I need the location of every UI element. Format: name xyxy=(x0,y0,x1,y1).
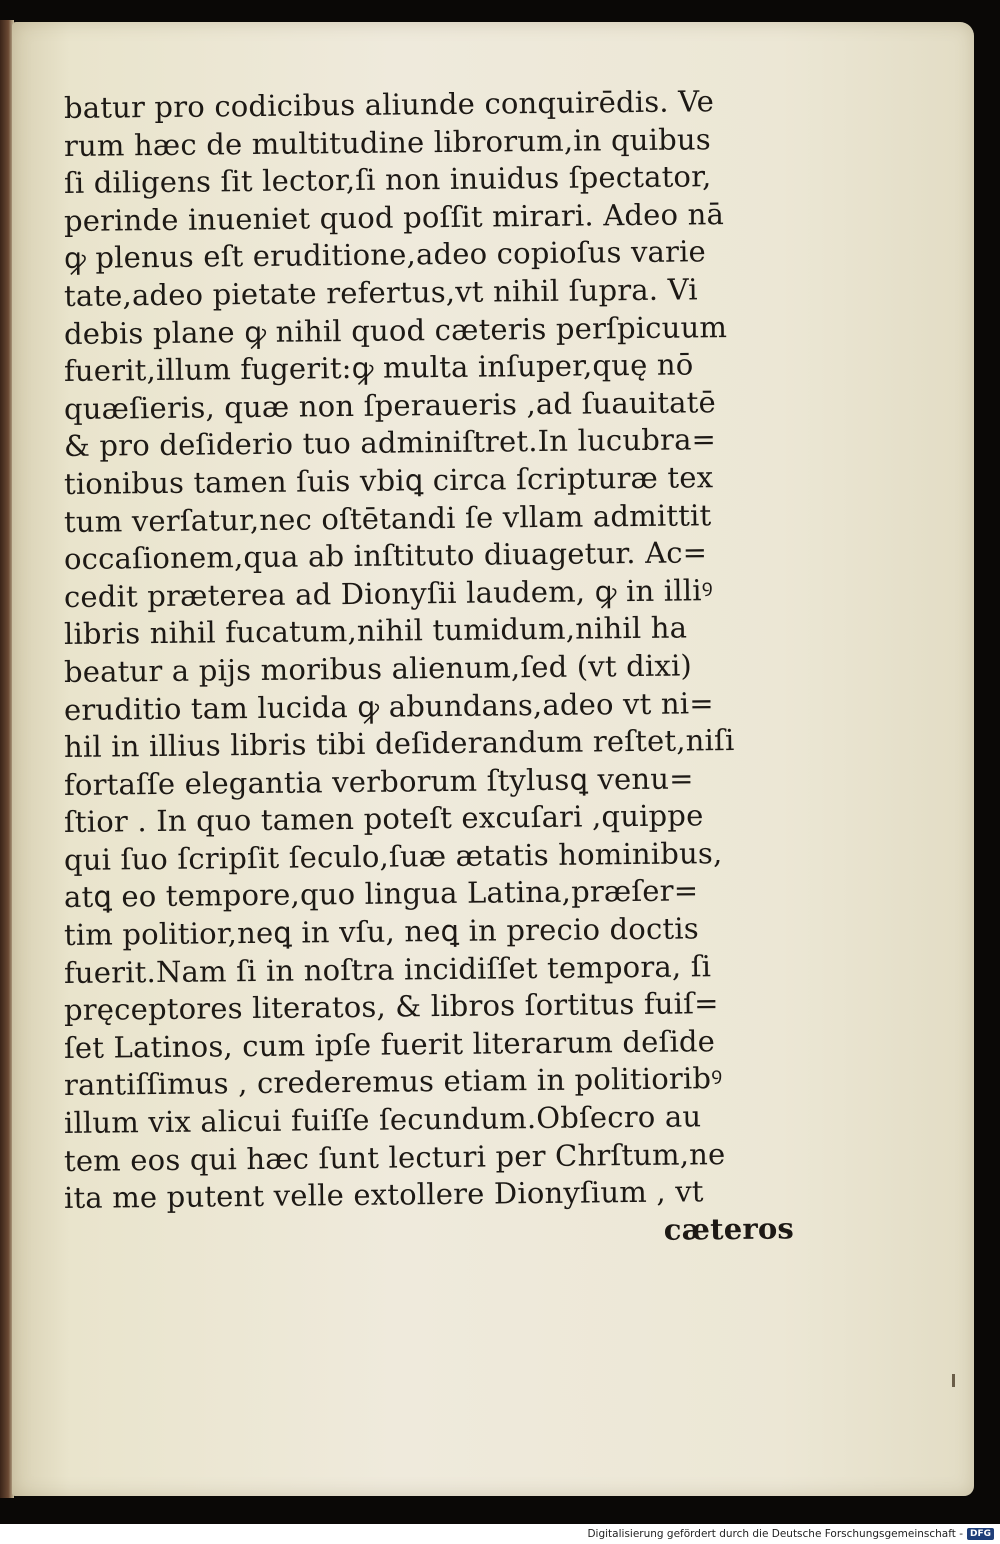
text-line: batur pro codicibus aliunde conquirēdis. Ve xyxy=(63,84,715,125)
text-line: ꝙ plenus eſt eruditione,adeo copioſus varie xyxy=(63,234,707,276)
text-line: quæſieris, quæ non ſperaueris ,ad ſuauitatē xyxy=(63,384,717,426)
text-line: tum verſatur,nec oſtētandi ſe vllam admittit xyxy=(63,497,712,539)
text-line: & pro deſiderio tuo adminiſtret.In lucubra= xyxy=(63,422,717,464)
text-line: perinde inueniet quod poſſit mirari. Adeo nā xyxy=(63,196,725,238)
text-line: hil in illius libris tibi deſiderandum reſtet,niſi xyxy=(63,723,735,765)
text-line: debis plane ꝙ nihil quod cæteris perſpicuum xyxy=(63,309,728,351)
page-text-block xyxy=(63,84,795,1255)
text-line: tem eos qui hæc ſunt lecturi per Chrſtum,ne xyxy=(63,1136,726,1178)
text-line: ſet Latinos, cum ipſe fuerit literarum deſide xyxy=(63,1024,716,1065)
dfg-logo-icon: DFG xyxy=(967,1528,994,1540)
text-line: occaſionem,qua ab inſtituto diuagetur. Ac= xyxy=(63,535,708,577)
funding-credit: Digitalisierung gefördert durch die Deutsche Forschungsgemeinschaft - xyxy=(587,1528,963,1540)
text-line: rantiſſimus , crederemus etiam in politioribꝰ xyxy=(63,1061,723,1103)
text-line: illum vix alicui fuiſſe ſecundum.Obſecro au xyxy=(63,1099,702,1141)
text-line: tate,adeo pietate refertus,vt nihil ſupra. Vi xyxy=(63,272,698,313)
text-line: fuerit,illum fugerit:ꝙ multa inſuper,quę nō xyxy=(63,347,694,389)
text-line: ſtior . In quo tamen poteſt excuſari ,quippe xyxy=(63,798,704,840)
text-line: ſi diligens ſit lector,ſi non inuidus ſpectator, xyxy=(63,159,712,201)
digitization-footer xyxy=(0,1524,1000,1544)
text-line: qui ſuo ſcripſit ſeculo,ſuæ ætatis hominibus, xyxy=(63,835,723,877)
text-line: eruditio tam lucida ꝙ abundans,adeo vt ni= xyxy=(63,685,714,727)
text-line: fuerit.Nam ſi in noſtra incidiſſet tempora, ſi xyxy=(63,948,712,990)
catchword: cæteros xyxy=(663,1211,795,1247)
book-page xyxy=(12,22,974,1496)
text-line: libris nihil fucatum,nihil tumidum,nihil ha xyxy=(63,610,688,652)
text-line: cedit præterea ad Dionyſii laudem, ꝙ in illiꝰ xyxy=(63,572,714,614)
text-line: tionibus tamen ſuis vbiꝗ circa ſcripturæ tex xyxy=(63,460,714,501)
text-line: beatur a pijs moribus alienum,ſed (vt dixi) xyxy=(63,648,693,689)
text-line: pręceptores literatos, & libros ſortitus fuiſ= xyxy=(63,986,719,1028)
text-line: tim politior,neꝗ in vſu, neꝗ in precio doctis xyxy=(63,911,700,953)
text-line: ita me putent velle extollere Dionyſium , vt xyxy=(63,1174,704,1216)
ink-mark xyxy=(952,1374,955,1387)
text-line: atꝗ eo tempore,quo lingua Latina,præſer= xyxy=(63,873,699,915)
text-line: fortaſſe elegantia verborum ſtylusꝗ venu= xyxy=(63,761,694,802)
text-line: rum hæc de multitudine librorum,in quibus xyxy=(63,121,712,163)
